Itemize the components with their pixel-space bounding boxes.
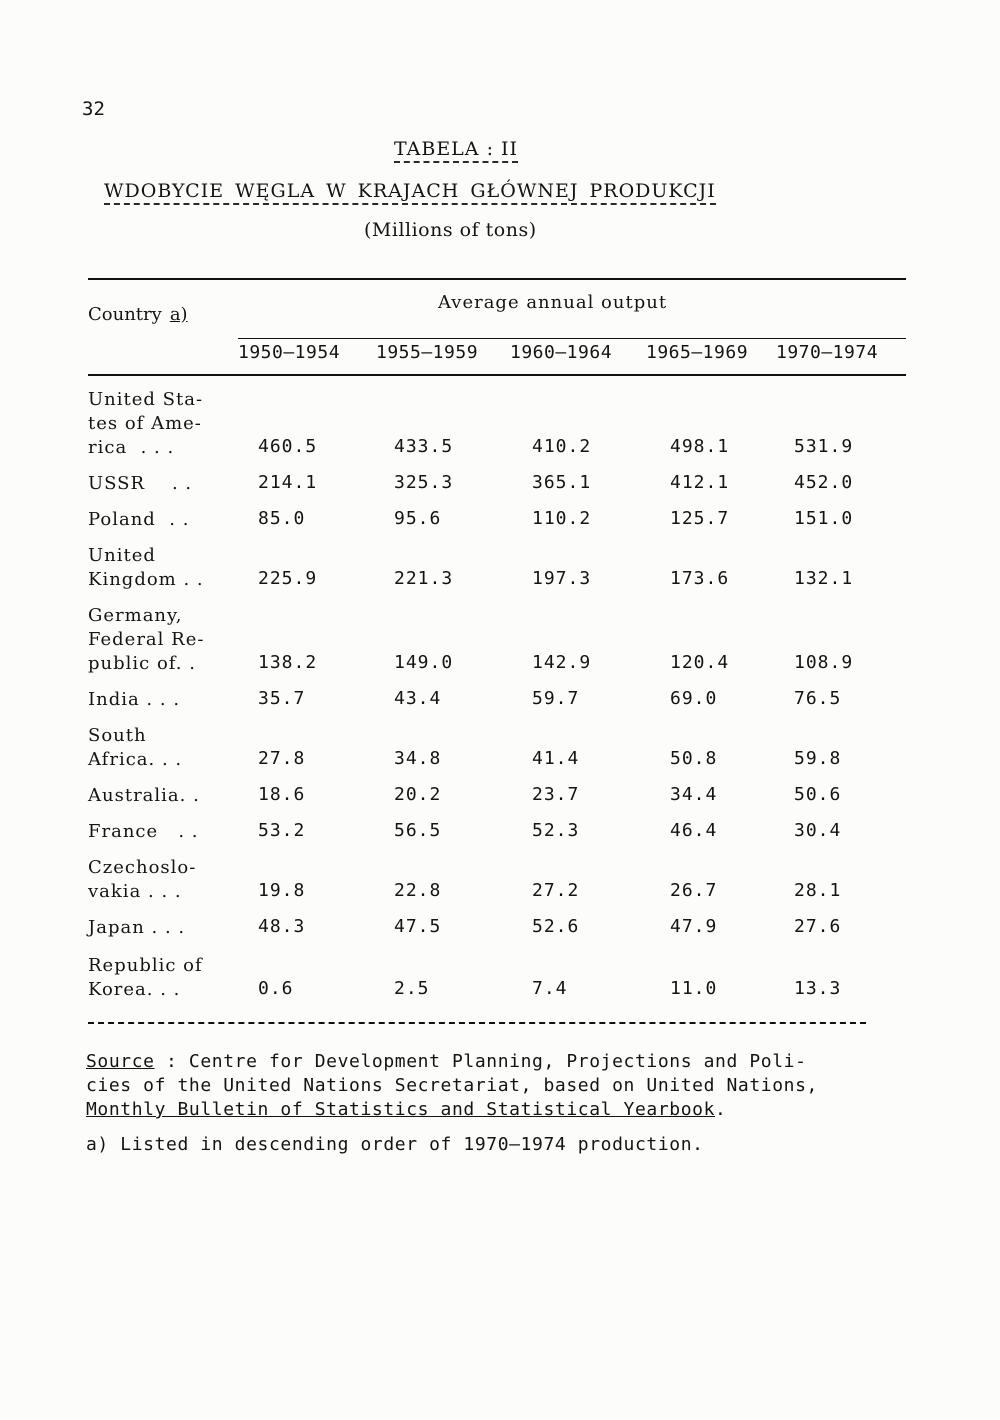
value-cell: 110.2 — [532, 508, 592, 529]
country-name-line: Czechoslo- — [88, 857, 197, 878]
value-cell: 59.8 — [794, 748, 842, 769]
value-cell: 225.9 — [258, 568, 318, 589]
value-cell: 214.1 — [258, 472, 318, 493]
value-cell: 13.3 — [794, 978, 842, 999]
country-name-line: Germany, — [88, 605, 183, 626]
country-cell — [88, 856, 196, 904]
period-header: 1960–1964 — [510, 342, 613, 363]
value-cell: 197.3 — [532, 568, 592, 589]
period-header: 1970–1974 — [776, 342, 879, 363]
average-output-header: Average annual output — [438, 292, 668, 313]
value-cell: 47.5 — [394, 916, 442, 937]
value-cell: 460.5 — [258, 436, 318, 457]
country-name-line: India . . . — [88, 689, 181, 710]
value-cell: 18.6 — [258, 784, 306, 805]
country-cell — [88, 688, 180, 712]
source-publication: Monthly Bulletin of Statistics and Statistical Yearbook — [86, 1099, 716, 1120]
value-cell: 26.7 — [670, 880, 718, 901]
period-header-rule — [238, 338, 906, 339]
country-name-line: United Sta- — [88, 389, 204, 410]
value-cell: 2.5 — [394, 978, 430, 999]
value-cell: 52.6 — [532, 916, 580, 937]
country-cell — [88, 954, 203, 1002]
value-cell: 221.3 — [394, 568, 454, 589]
value-cell: 410.2 — [532, 436, 592, 457]
value-cell: 142.9 — [532, 652, 592, 673]
country-name-line: South — [88, 725, 147, 746]
country-name-line: vakia . . . — [88, 881, 182, 902]
table-unit: (Millions of tons) — [364, 219, 537, 241]
value-cell: 27.2 — [532, 880, 580, 901]
value-cell: 11.0 — [670, 978, 718, 999]
country-name-line: Kingdom . . — [88, 569, 204, 590]
source-note: Source : Centre for Development Planning, Projections and Poli- cies of the United Nations Secretariat, based on United Nations, Monthly Bulletin of Statistics and Statistical Yearbook. — [86, 1051, 818, 1120]
value-cell: 52.3 — [532, 820, 580, 841]
country-footnote-marker: a) — [169, 304, 188, 325]
country-name-line: rica . . . — [88, 437, 175, 458]
country-cell — [88, 472, 192, 496]
value-cell: 27.8 — [258, 748, 306, 769]
value-cell: 365.1 — [532, 472, 592, 493]
table-title: WDOBYCIE WĘGLA W KRAJACH GŁÓWNEJ PRODUKCJI — [104, 180, 716, 202]
table-top-rule — [88, 278, 906, 280]
source-label: Source — [86, 1051, 155, 1072]
value-cell: 59.7 — [532, 688, 580, 709]
page-number: 32 — [82, 98, 105, 120]
value-cell: 22.8 — [394, 880, 442, 901]
country-cell — [88, 508, 189, 532]
value-cell: 325.3 — [394, 472, 454, 493]
period-header: 1950–1954 — [238, 342, 341, 363]
country-cell — [88, 388, 203, 460]
value-cell: 7.4 — [532, 978, 568, 999]
country-name-line: Africa. . . — [88, 749, 183, 770]
value-cell: 20.2 — [394, 784, 442, 805]
value-cell: 34.8 — [394, 748, 442, 769]
value-cell: 125.7 — [670, 508, 730, 529]
country-name-line: Federal Re- — [88, 629, 205, 650]
country-column-header: Country a) — [88, 304, 188, 325]
country-name-line: Republic of — [88, 955, 203, 976]
value-cell: 23.7 — [532, 784, 580, 805]
value-cell: 30.4 — [794, 820, 842, 841]
value-cell: 43.4 — [394, 688, 442, 709]
value-cell: 498.1 — [670, 436, 730, 457]
country-name-line: Poland . . — [88, 509, 190, 530]
value-cell: 120.4 — [670, 652, 730, 673]
value-cell: 35.7 — [258, 688, 306, 709]
country-name-line: tes of Ame- — [88, 413, 202, 434]
value-cell: 149.0 — [394, 652, 454, 673]
value-cell: 85.0 — [258, 508, 306, 529]
value-cell: 452.0 — [794, 472, 854, 493]
value-cell: 173.6 — [670, 568, 730, 589]
country-cell — [88, 916, 185, 940]
country-name-line: Korea. . . — [88, 979, 181, 1000]
footnote: a) Listed in descending order of 1970–1974 production. — [86, 1134, 704, 1155]
country-cell — [88, 724, 182, 772]
country-name-line: Australia. . — [88, 785, 200, 806]
value-cell: 108.9 — [794, 652, 854, 673]
value-cell: 69.0 — [670, 688, 718, 709]
value-cell: 56.5 — [394, 820, 442, 841]
country-cell — [88, 820, 198, 844]
table-header-rule — [88, 374, 906, 376]
country-cell — [88, 544, 204, 592]
country-cell — [88, 604, 204, 676]
period-header: 1955–1959 — [376, 342, 479, 363]
value-cell: 48.3 — [258, 916, 306, 937]
value-cell: 0.6 — [258, 978, 294, 999]
value-cell: 151.0 — [794, 508, 854, 529]
value-cell: 50.8 — [670, 748, 718, 769]
period-header: 1965–1969 — [646, 342, 749, 363]
value-cell: 50.6 — [794, 784, 842, 805]
country-name-line: France . . — [88, 821, 199, 842]
value-cell: 132.1 — [794, 568, 854, 589]
country-cell — [88, 784, 200, 808]
value-cell: 27.6 — [794, 916, 842, 937]
value-cell: 41.4 — [532, 748, 580, 769]
value-cell: 95.6 — [394, 508, 442, 529]
value-cell: 19.8 — [258, 880, 306, 901]
value-cell: 138.2 — [258, 652, 318, 673]
country-name-line: Japan . . . — [88, 917, 186, 938]
country-name-line: public of. . — [88, 653, 196, 674]
value-cell: 46.4 — [670, 820, 718, 841]
country-name-line: United — [88, 545, 156, 566]
value-cell: 28.1 — [794, 880, 842, 901]
value-cell: 412.1 — [670, 472, 730, 493]
table-bottom-rule — [88, 1022, 866, 1024]
value-cell: 53.2 — [258, 820, 306, 841]
table-label: TABELA : II — [394, 138, 518, 160]
value-cell: 47.9 — [670, 916, 718, 937]
value-cell: 34.4 — [670, 784, 718, 805]
value-cell: 76.5 — [794, 688, 842, 709]
value-cell: 433.5 — [394, 436, 454, 457]
country-name-line: USSR . . — [88, 473, 193, 494]
value-cell: 531.9 — [794, 436, 854, 457]
